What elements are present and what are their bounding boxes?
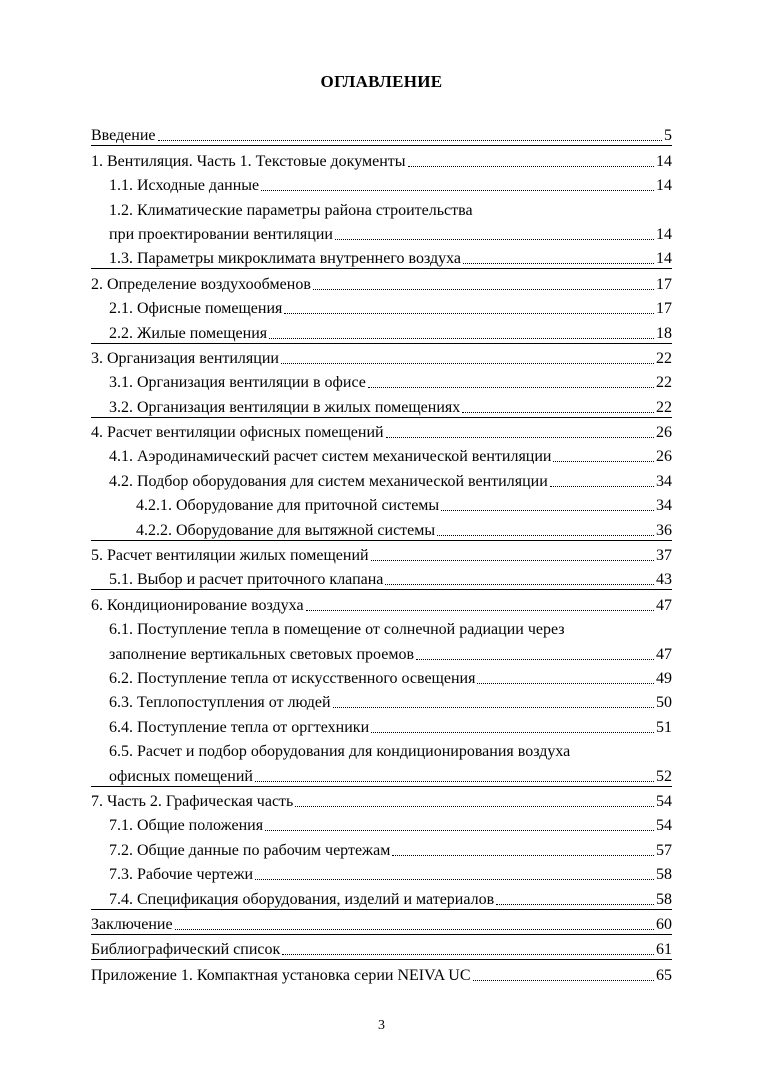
dot-leader — [392, 855, 654, 856]
toc-entry-title: офисных помещений — [109, 767, 253, 785]
dot-leader — [282, 954, 654, 955]
toc-entry[interactable] — [91, 294, 672, 318]
toc-entry-title-line1: 1.2. Климатические параметры района строительства — [109, 201, 473, 219]
toc-entry-page: 14 — [656, 152, 672, 170]
toc-entry-page: 54 — [656, 817, 672, 835]
dot-leader — [333, 707, 655, 708]
toc-entry[interactable] — [91, 639, 672, 663]
toc-entry-title: 7. Часть 2. Графическая часть — [91, 792, 294, 810]
toc-entry-page: 47 — [656, 596, 672, 614]
toc-entry-title: 3.1. Организация вентиляции в офисе — [109, 374, 366, 392]
toc-entry-title: 6.4. Поступление тепла от оргтехники — [109, 718, 370, 736]
dot-leader — [437, 535, 654, 536]
toc-entry[interactable] — [91, 541, 672, 565]
dot-leader — [261, 190, 654, 191]
toc-entry-title: Библиографический список — [91, 941, 281, 959]
toc-entry-page: 14 — [656, 177, 672, 195]
toc-entry-page: 34 — [656, 497, 672, 515]
toc-entry[interactable] — [91, 761, 672, 785]
toc-entry-title: 5.1. Выбор и расчет приточного клапана — [109, 571, 384, 589]
toc-entry[interactable] — [91, 466, 672, 490]
toc-entry-title: 6.2. Поступление тепла от искусственного освещения — [109, 669, 476, 687]
toc-entry-page: 5 — [664, 127, 672, 145]
toc-entry-page: 26 — [656, 424, 672, 442]
toc-entry[interactable] — [91, 269, 672, 293]
toc-entry[interactable] — [91, 121, 672, 145]
toc-entry[interactable] — [91, 344, 672, 368]
toc-entry-page: 65 — [656, 966, 672, 984]
toc-entry-title: 6.3. Теплопоступления от людей — [109, 694, 331, 712]
toc-entry[interactable] — [91, 860, 672, 884]
toc-entry-title: 4.2. Подбор оборудования для систем механической вентиляции — [109, 472, 548, 490]
toc-entry-title: 4.1. Аэродинамический расчет систем механической вентиляции — [109, 448, 552, 466]
dot-leader — [281, 363, 654, 364]
toc-entry-page: 36 — [656, 521, 672, 539]
toc-entry-title-line1: 6.1. Поступление тепла в помещение от солнечной радиации через — [109, 621, 565, 639]
toc-entry-title: 4.2.1. Оборудование для приточной системы — [136, 497, 440, 515]
dot-leader — [462, 412, 654, 413]
toc-entry-page: 52 — [656, 767, 672, 785]
toc-entry-title: 2.1. Офисные помещения — [109, 300, 283, 318]
toc-entry[interactable] — [91, 935, 672, 959]
toc-entry-page: 51 — [656, 718, 672, 736]
toc-entry-title: Заключение — [91, 915, 173, 933]
toc-entry-title: 4.2.2. Оборудование для вытяжной системы — [136, 521, 436, 539]
toc-entry-page: 14 — [656, 225, 672, 243]
toc-entry[interactable] — [91, 910, 672, 934]
toc-entry-title: 3.2. Организация вентиляции в жилых помещениях — [109, 398, 461, 416]
dot-leader — [386, 437, 654, 438]
dot-leader — [255, 781, 654, 782]
toc-entry[interactable] — [91, 590, 672, 614]
toc-entry[interactable] — [91, 318, 672, 342]
toc-entry-title: 1.3. Параметры микроклимата внутреннего воздуха — [109, 250, 461, 268]
toc-entry[interactable] — [91, 960, 672, 984]
dot-leader — [158, 140, 663, 141]
dot-leader — [371, 732, 654, 733]
toc-entry-title: 7.3. Рабочие чертежи — [109, 866, 254, 884]
table-of-contents — [91, 121, 672, 985]
toc-entry-title: 7.2. Общие данные по рабочим чертежам — [109, 841, 391, 859]
dot-leader — [477, 683, 654, 684]
toc-entry[interactable] — [91, 664, 672, 688]
dot-leader — [284, 313, 654, 314]
toc-entry[interactable] — [91, 171, 672, 195]
dot-leader — [255, 879, 654, 880]
toc-entry-page: 18 — [656, 324, 672, 342]
toc-entry-page: 34 — [656, 472, 672, 490]
toc-entry-page: 37 — [656, 547, 672, 565]
dot-leader — [306, 610, 654, 611]
toc-entry[interactable] — [91, 811, 672, 835]
toc-entry-title: 2.2. Жилые помещения — [109, 324, 268, 342]
toc-entry[interactable] — [91, 244, 672, 268]
toc-entry-title: 1. Вентиляция. Часть 1. Текстовые документы — [91, 152, 406, 170]
toc-entry-page: 47 — [656, 645, 672, 663]
dot-leader — [265, 830, 654, 831]
toc-entry-page: 14 — [656, 250, 672, 268]
toc-entry-title: 6. Кондиционирование воздуха — [91, 596, 304, 614]
toc-entry-line1[interactable] — [91, 615, 672, 639]
toc-entry-title: Приложение 1. Компактная установка серии NEIVA UC — [91, 966, 471, 984]
toc-entry-title: Введение — [91, 127, 156, 145]
toc-entry[interactable] — [91, 220, 672, 244]
toc-entry-title: 2. Определение воздухообменов — [91, 275, 311, 293]
dot-leader — [269, 338, 654, 339]
toc-entry[interactable] — [91, 565, 672, 589]
toc-entry-title: 1.1. Исходные данные — [109, 177, 260, 195]
toc-entry-page: 43 — [656, 571, 672, 589]
toc-entry-page: 61 — [656, 941, 672, 959]
toc-entry-title: при проектировании вентиляции — [109, 225, 333, 243]
dot-leader — [550, 486, 654, 487]
toc-entry[interactable] — [91, 368, 672, 392]
dot-leader — [295, 806, 654, 807]
toc-entry[interactable] — [91, 146, 672, 170]
toc-entry-title: заполнение вертикальных световых проемов — [109, 645, 414, 663]
toc-entry[interactable] — [91, 835, 672, 859]
dot-leader — [408, 166, 654, 167]
toc-entry-page: 22 — [656, 374, 672, 392]
toc-entry[interactable] — [91, 688, 672, 712]
dot-leader — [416, 659, 654, 660]
toc-entry-title: 7.4. Спецификация оборудования, изделий и материалов — [109, 890, 495, 908]
dot-leader — [463, 263, 654, 264]
toc-entry-page: 54 — [656, 792, 672, 810]
toc-entry-page: 17 — [656, 300, 672, 318]
toc-entry-title-line1: 6.5. Расчет и подбор оборудования для кондиционирования воздуха — [109, 743, 571, 761]
toc-entry-page: 22 — [656, 349, 672, 367]
page-number: 3 — [378, 1018, 385, 1033]
toc-entry-line1[interactable] — [91, 737, 672, 761]
toc-entry-title: 4. Расчет вентиляции офисных помещений — [91, 424, 384, 442]
toc-entry-page: 60 — [656, 915, 672, 933]
toc-entry[interactable] — [91, 712, 672, 736]
toc-entry[interactable] — [91, 392, 672, 416]
toc-entry-title: 5. Расчет вентиляции жилых помещений — [91, 547, 369, 565]
toc-entry-page: 57 — [656, 841, 672, 859]
dot-leader — [441, 510, 654, 511]
dot-leader — [371, 560, 654, 561]
toc-entry-title: 7.1. Общие положения — [109, 817, 264, 835]
dot-leader — [496, 904, 654, 905]
dot-leader — [385, 584, 654, 585]
toc-entry-title: 3. Организация вентиляции — [91, 349, 279, 367]
toc-entry-page: 58 — [656, 866, 672, 884]
dot-leader — [313, 289, 654, 290]
toc-entry[interactable] — [91, 442, 672, 466]
dot-leader — [368, 387, 654, 388]
toc-entry-page: 58 — [656, 890, 672, 908]
toc-entry[interactable] — [91, 418, 672, 442]
page-title: ОГЛАВЛЕНИЕ — [320, 72, 443, 91]
toc-entry-page: 49 — [656, 669, 672, 687]
toc-entry[interactable] — [91, 884, 672, 908]
dot-leader — [473, 980, 654, 981]
dot-leader — [335, 239, 654, 240]
dot-leader — [553, 461, 654, 462]
toc-entry-line1[interactable] — [91, 195, 672, 219]
toc-entry[interactable] — [91, 491, 672, 515]
toc-entry-page: 26 — [656, 448, 672, 466]
dot-leader — [175, 929, 654, 930]
toc-entry-page: 17 — [656, 275, 672, 293]
toc-entry-page: 22 — [656, 398, 672, 416]
toc-entry-page: 50 — [656, 694, 672, 712]
toc-entry[interactable] — [91, 515, 672, 539]
toc-entry[interactable] — [91, 787, 672, 811]
